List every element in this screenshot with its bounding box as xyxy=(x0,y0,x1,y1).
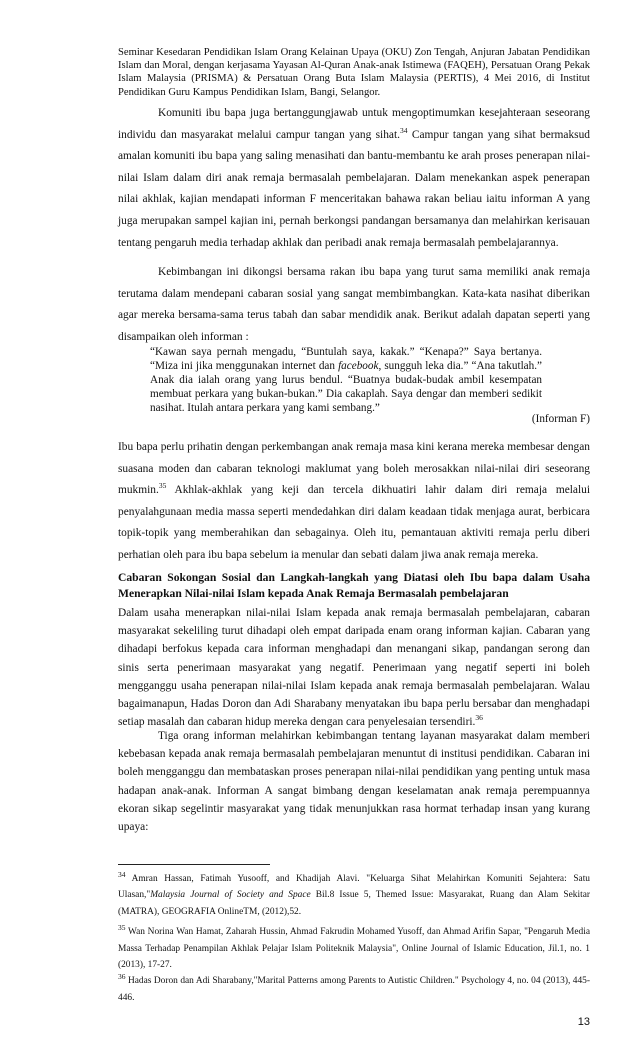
page-number: 13 xyxy=(577,1016,590,1028)
footnotes xyxy=(118,871,590,1006)
footnote-34 xyxy=(118,871,590,920)
paragraph-3-part-a: Ibu bapa perlu prihatin dengan perkembangan anak remaja masa kini kerana mereka membesar dengan suasana moden dan cabaran teknologi maklumat yang boleh merosakkan nilai-nilai diri seseorang mukmin. xyxy=(118,441,590,497)
paragraph-5-text: Tiga orang informan melahirkan kebimbangan tentang layanan masyarakat dalam memberi kebebasan kepada anak remaja bermasalah pembelajaran menuntut di institusi pendidikan. Cabaran ini boleh mengganggu dan membataskan proses penerapan nilai-nilai pendidikan yang penting untuk masa hadapan anak-anak. Informan A sangat bimbang dengan keselamatan anak remaja perempuannya ekoran sikap segelintir masyarakat yang tidak menunjukkan rasa hormat terhadap insan yang kurang upaya: xyxy=(118,730,590,834)
footnote-ref-35[interactable]: 35 xyxy=(158,481,167,491)
paragraph-1-part-b: Campur tangan yang sihat bermaksud amalan komuniti ibu bapa yang saling menasihati dan bantu-membantu ke arah proses penerapan nilai-nilai Islam dalam diri anak remaja bermasalah pembelajaran. Dalam menekankan aspek penerapan nilai akhlak, kajian mendapati informan F menceritakan bahawa rakan beliau iaitu informan A yang juga merupakan sampel kajian ini, pernah berkongsi pandangan bersamanya dan melahirkan kerisauan tentang pengaruh media terhadap akhlak dan peribadi anak remaja bermasalah pembelajarannya. xyxy=(118,128,590,249)
footnote-ref-34[interactable]: 34 xyxy=(400,125,408,135)
paragraph-3-part-b: Akhlak-akhlak yang keji dan tercela dikhuatiri lahir dalam diri remaja melalui penyalahgunaan media massa seperti mendedahkan diri dalam keadaan tidak menjaga aurat, berbicara topik-topik yang memberahikan dan sebagainya. Oleh itu, pemantauan aktiviti remaja perlu diberi perhatian oleh para ibu bapa sebelum ia menular dan sebati dalam jiwa anak remaja mereka. xyxy=(118,484,590,561)
footnote-text: Amran Hassan, Fatimah Yusooff, and Khadijah Alavi. "Keluarga Sihat Melahirkan Komuniti Sejahtera: Satu Ulasan," xyxy=(118,874,590,901)
quote-attribution: (Informan F) xyxy=(531,413,590,425)
quote-part-a: “Kawan saya pernah mengadu, “Buntulah saya, kakak.” “Kenapa?” Saya bertanya. “Miza ini jika menggunakan internet dan xyxy=(150,346,542,372)
footnote-number: 34 xyxy=(118,869,126,879)
footnote-text: Hadas Doron dan Adi Sharabany,"Marital Patterns among Parents to Autistic Children." Psychology 4, no. 04 (2013), 445-446. xyxy=(118,976,590,1003)
footnote-divider xyxy=(118,864,270,865)
footnote-text: Bil.8 Issue 5, Themed Issue: Masyarakat, Ruang dan Alam Sekitar (MATRA), GEOGRAFIA OnlineTM, (2012),52. xyxy=(118,890,590,917)
quote-italic-term: facebook xyxy=(338,360,379,372)
seminar-header xyxy=(118,46,590,99)
paragraph-4-text: Dalam usaha menerapkan nilai-nilai Islam kepada anak remaja bermasalah pembelajaran, cabaran masyarakat sekeliling turut dihadapi oleh empat daripada enam orang informan kajian. Cabaran yang dihadapi berfokus kepada cara informan menghadapi dan menangani sikap, pandangan serong dan sinis serta penerimaan masyarakat yang negatif. Penerimaan yang negatif seperti ini boleh mengganggu usaha penerapan nilai-nilai Islam kepada anak remaja bermasalah pembelajaran. Walau bagaimanapun, Hadas Doron dan Adi Sharabany menyatakan ibu bapa perlu bersabar dan menghadapi setiap masalah dan cabaran hidup mereka dengan cara penyelesaian tersendiri. xyxy=(118,607,590,729)
interview-quote xyxy=(150,345,542,415)
paragraph-5 xyxy=(118,727,590,836)
footnote-number: 36 xyxy=(118,972,126,982)
paragraph-2-text: Kebimbangan ini dikongsi bersama rakan ibu bapa yang turut sama memiliki anak remaja terutama dalam mendepani cabaran sosial yang sangat membimbangkan. Kata-kata nasihat diberikan agar mereka bersama-sama terus tabah dan sabar mendidik anak. Berikut adalah dapatan seperti yang disampaikan oleh informan : xyxy=(118,266,590,343)
paragraph-4 xyxy=(118,604,590,731)
footnote-36 xyxy=(118,973,590,1006)
footnote-35 xyxy=(118,924,590,973)
quote-part-b: , sungguh leka dia.” “Ana takutlah.” Anak dia ialah orang yang lurus bendul. “Buatnya budak-budak ambil kesempatan membuat perkara yang bukan-bukan.” Dia cakaplah. Saya dengar dan memberi sedikit nasihat. Itulah antara perkara yang kami sembang.” xyxy=(150,360,542,414)
footnote-journal-title: Malaysia Journal of Society and Space xyxy=(150,890,311,901)
section-heading: Cabaran Sokongan Sosial dan Langkah-langkah yang Diatasi oleh Ibu bapa dalam Usaha Menerapkan Nilai-nilai Islam kepada Anak Remaja Bermasalah pembelajaran xyxy=(118,571,590,600)
footnote-number: 35 xyxy=(118,923,126,933)
section-heading-block xyxy=(118,570,590,601)
paragraph-3 xyxy=(118,437,590,567)
header-text: Seminar Kesedaran Pendidikan Islam Orang Kelainan Upaya (OKU) Zon Tengah, Anjuran Jabatan Pendidikan Islam dan Moral, dengan kerjasama Yayasan Al-Quran Anak-anak Istimewa (FAQEH), Persatuan Orang Pekak Islam Malaysia (PRISMA) & Persatuan Orang Buta Islam Malaysia (PERTIS), 4 Mei 2016, di Institut Pendidikan Guru Kampus Pendidikan Islam, Bangi, Selangor. xyxy=(118,47,590,98)
footnote-ref-36[interactable]: 36 xyxy=(475,713,483,723)
paragraph-2 xyxy=(118,262,590,348)
paragraph-1-part-a: Komuniti ibu bapa juga bertanggungjawab untuk mengoptimumkan kesejahteraan seseorang individu dan masyarakat melalui campur tangan yang sihat. xyxy=(118,107,590,141)
paragraph-1 xyxy=(118,103,590,254)
footnote-text: Wan Norina Wan Hamat, Zaharah Hussin, Ahmad Fakrudin Mohamed Yusoff, dan Ahmad Arifin Sapar, "Pengaruh Media Massa Terhadap Penampilan Akhlak Pelajar Islam Politeknik Malaysia", Online Journal of Islamic Education, Jil.1, no. 1 (2013), 17-27. xyxy=(118,927,590,971)
